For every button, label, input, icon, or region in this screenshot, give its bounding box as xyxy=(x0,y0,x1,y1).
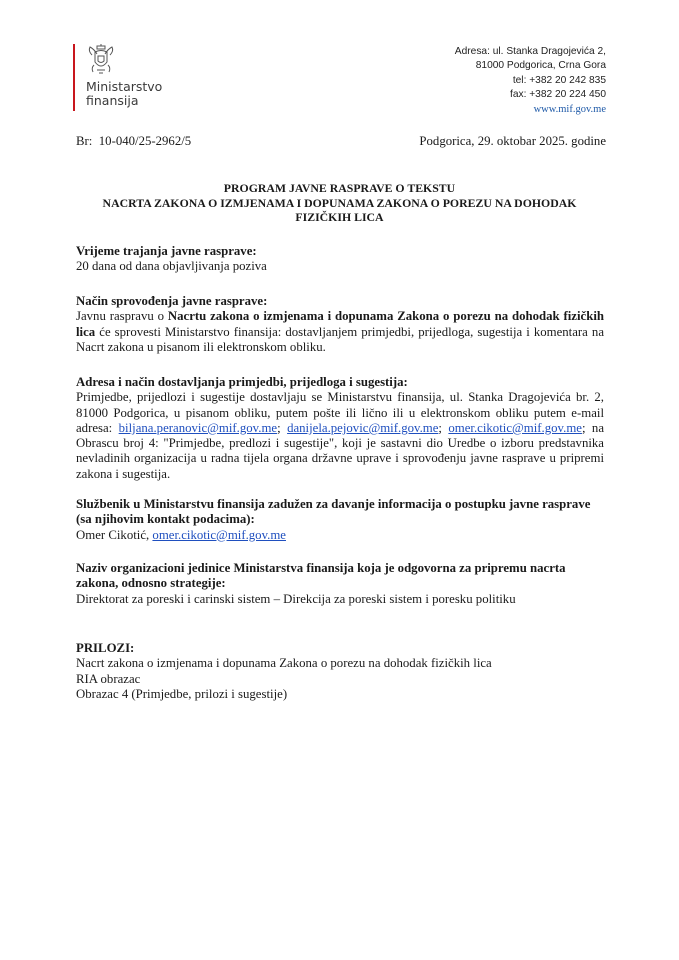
section-attachments xyxy=(76,641,604,702)
duration-text: 20 dana od dana objavljivanja poziva xyxy=(76,259,267,274)
title-line-1: PROGRAM JAVNE RASPRAVE O TEKSTU xyxy=(223,181,456,195)
reference-label: Br: xyxy=(76,134,93,148)
place-date: Podgorica, 29. oktobar 2025. godine xyxy=(419,134,606,148)
attachment-item: RIA obrazac xyxy=(76,671,141,686)
email-link-cikotic[interactable]: omer.cikotic@mif.gov.me xyxy=(448,420,582,435)
submission-text xyxy=(76,390,604,482)
address-line: 81000 Podgorica, Crna Gora xyxy=(475,60,606,72)
section-unit xyxy=(76,561,604,607)
fax-line: fax: +382 20 224 450 xyxy=(509,89,606,101)
submission-text-end: ; na Obrascu broj 4: "Primjedbe, predlozi i sugestije", koji je sastavni dio Uredbe o izboru predstavnika nevladinih organizacija u radna tijela organa državne uprave i sprovođenju javne rasprave u pripremi zakona i sugestija. xyxy=(76,420,605,481)
attachments-heading: PRILOZI: xyxy=(76,641,135,655)
section-officer xyxy=(76,497,604,543)
submission-text-start: Primjedbe, prijedlozi i sugestije dostavljaju se Ministarstvu finansija, ul. Stanka Dragojevića br. 2, 81000 Podgorica, u pisanom obliku, putem pošte ili lično ili u elektronskom obliku putem e-mail adresa: xyxy=(76,390,604,435)
method-text xyxy=(76,309,604,355)
reference-value: 10-040/25-2962/5 xyxy=(98,134,192,148)
separator: ; xyxy=(277,420,288,435)
ministry-logo-text xyxy=(86,80,162,108)
officer-contact xyxy=(76,528,604,543)
coat-of-arms-icon xyxy=(86,43,116,77)
logo-line-2: finansija xyxy=(86,93,139,108)
method-text-start: Javnu raspravu o xyxy=(76,309,168,324)
section-duration xyxy=(76,244,604,275)
attachment-item: Nacrt zakona o izmjenama i dopunama Zakona o porezu na dohodak fizičkih lica xyxy=(76,656,492,671)
email-link-peranovic[interactable]: biljana.peranovic@mif.gov.me xyxy=(118,420,278,435)
title-line-2: NACRTA ZAKONA O IZMJENAMA I DOPUNAMA ZAKONA O POREZU NA DOHODAK FIZIČKIH LICA xyxy=(102,195,577,225)
officer-heading: Službenik u Ministarstvu finansija zadužen za davanje informacija o postupku javne rasprave (sa njihovim kontakt podacima): xyxy=(76,497,591,527)
logo-accent-bar xyxy=(73,44,75,111)
separator: ; xyxy=(438,420,449,435)
method-text-end: će sprovesti Ministarstvo finansija: dostavljanjem primjedbi, prijedloga, sugestija i komentara na Nacrt zakona u pisanom ili elektronskom obliku. xyxy=(76,324,604,354)
section-submission xyxy=(76,375,604,482)
reference-number xyxy=(76,134,191,149)
submission-heading: Adresa i način dostavljanja primjedbi, prijedloga i sugestija: xyxy=(76,375,408,389)
website-link[interactable]: www.mif.gov.me xyxy=(533,103,606,115)
officer-email-link[interactable]: omer.cikotic@mif.gov.me xyxy=(152,527,286,542)
method-law-name: Nacrtu zakona o izmjenama i dopunama Zakona o porezu na dohodak fizičkih lica xyxy=(76,309,604,339)
address-line: Adresa: ul. Stanka Dragojevića 2, xyxy=(454,46,606,57)
duration-heading: Vrijeme trajanja javne rasprave: xyxy=(76,244,257,258)
email-link-pejovic[interactable]: danijela.pejovic@mif.gov.me xyxy=(287,420,439,435)
ministry-address-block xyxy=(455,45,606,117)
officer-name: Omer Cikotić xyxy=(76,527,147,542)
separator: , xyxy=(146,527,153,542)
unit-heading: Naziv organizacioni jedinice Ministarstva finansija koja je odgovorna za pripremu nacrta zakona, odnosno strategije: xyxy=(76,561,566,591)
unit-text: Direktorat za poreski i carinski sistem – Direkcija za poreski sistem i poresku politiku xyxy=(76,591,516,606)
section-method xyxy=(76,294,604,355)
method-heading: Način sprovođenja javne rasprave: xyxy=(76,294,268,308)
phone-line: tel: +382 20 242 835 xyxy=(512,74,606,86)
document-title xyxy=(76,181,603,225)
logo-line-1: Ministarstvo xyxy=(86,79,163,94)
attachment-item: Obrazac 4 (Primjedbe, prilozi i sugestije) xyxy=(76,686,288,701)
